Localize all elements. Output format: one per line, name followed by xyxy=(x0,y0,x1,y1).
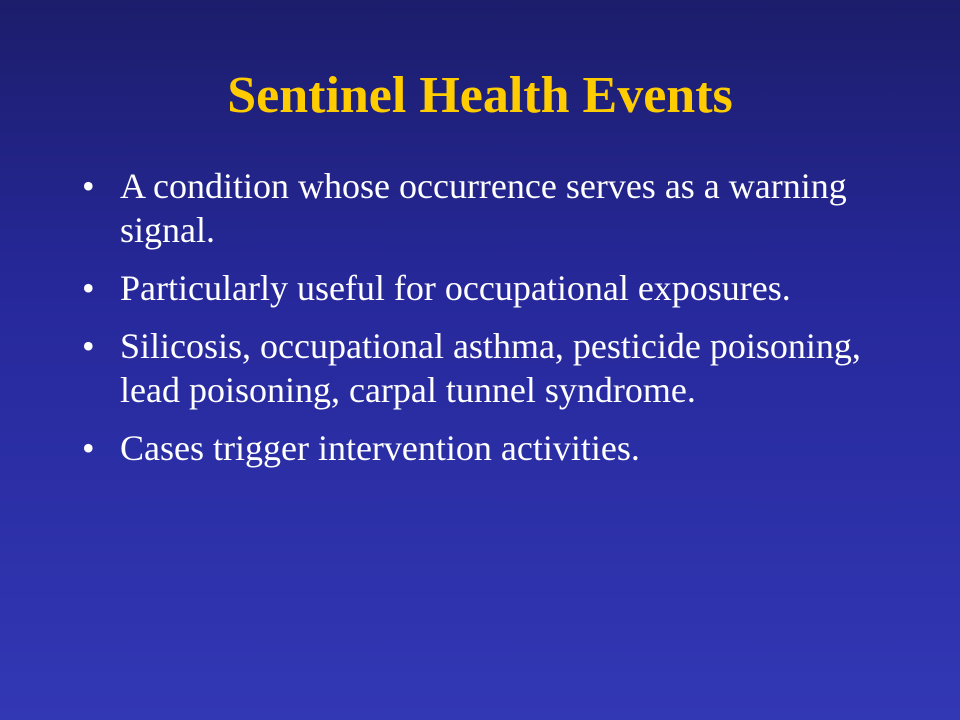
bullet-item xyxy=(78,324,898,412)
slide-title: Sentinel Health Events xyxy=(227,67,733,124)
bullet-icon: • xyxy=(82,326,95,366)
bullet-text: Cases trigger intervention activities. xyxy=(120,428,640,468)
bullet-list xyxy=(78,164,898,484)
bullet-item xyxy=(78,266,898,310)
bullet-icon: • xyxy=(82,428,95,468)
bullet-text: Particularly useful for occupational exposures. xyxy=(120,268,791,308)
bullet-text: A condition whose occurrence serves as a warning signal. xyxy=(120,166,847,250)
bullet-text: Silicosis, occupational asthma, pesticide poisoning, lead poisoning, carpal tunnel syndrome. xyxy=(120,326,861,410)
bullet-item xyxy=(78,164,898,252)
bullet-icon: • xyxy=(82,268,95,308)
bullet-icon: • xyxy=(82,166,95,206)
bullet-item xyxy=(78,426,898,470)
